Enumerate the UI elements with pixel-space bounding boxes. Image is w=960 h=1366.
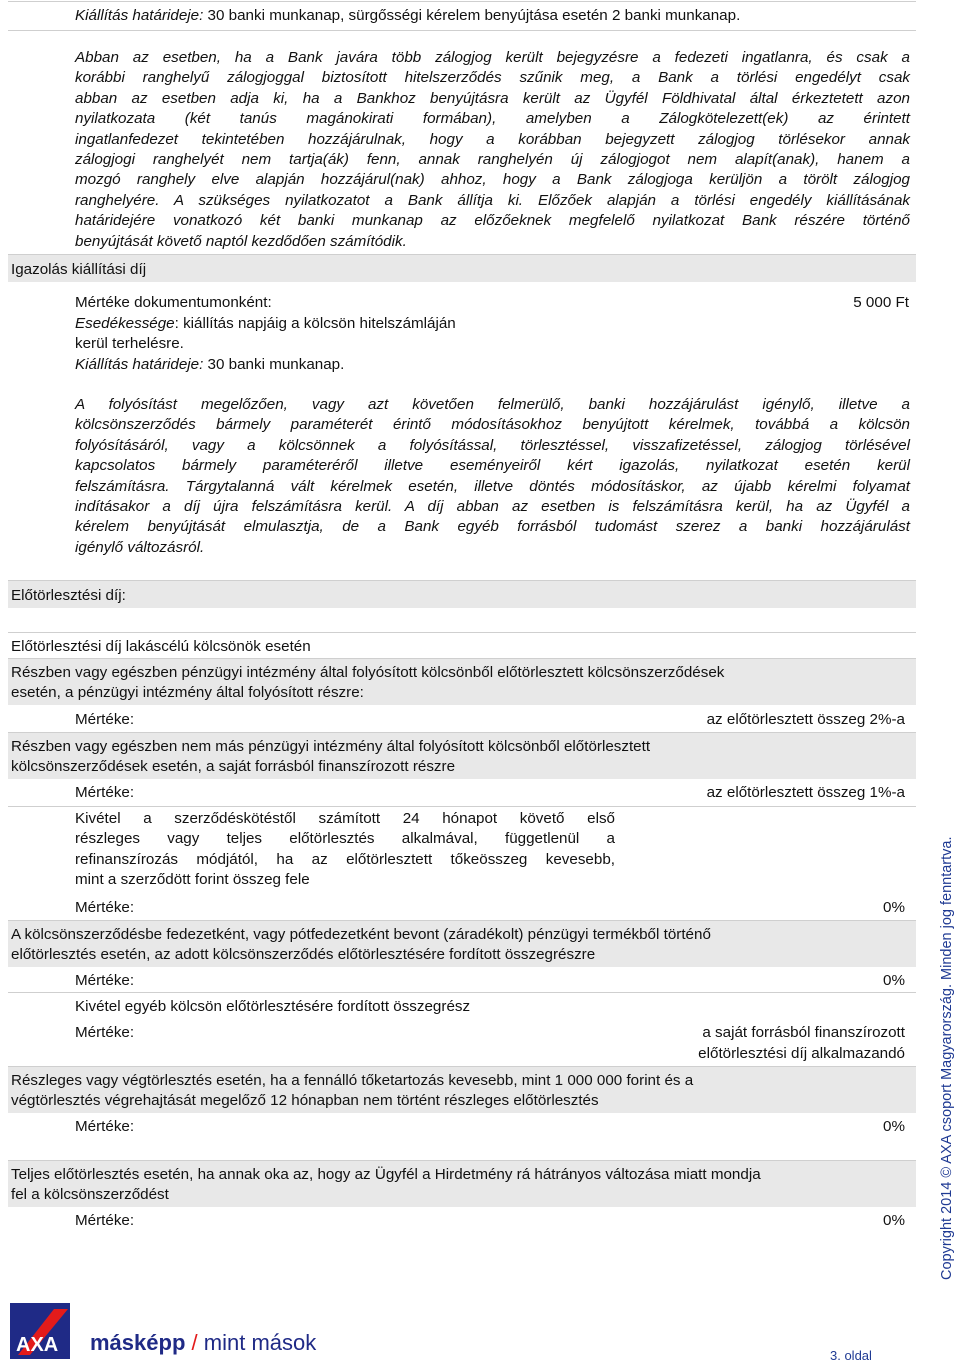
divider xyxy=(8,632,916,633)
text-line: refinanszírozás módjától, ha az előtörlesztett tőkeösszeg kevesebb, xyxy=(75,850,615,868)
rate-label: Mértéke: xyxy=(75,784,135,801)
sub-header: Előtörlesztési díj lakáscélú kölcsönök esetén xyxy=(11,638,311,655)
axa-logo xyxy=(10,1303,70,1359)
rate-label: Mértéke: xyxy=(75,1024,135,1041)
deadline-label: Kiállítás határideje: xyxy=(75,7,204,24)
deadline-text: 30 banki munkanap, sürgősségi kérelem benyújtása esetén 2 banki munkanap. xyxy=(203,7,741,24)
rate-value: előtörlesztési díj alkalmazandó xyxy=(698,1045,905,1062)
certificate-paragraph xyxy=(75,395,910,558)
text-line: ranghelyére. A szükséges nyilatkozatot a Bank állítja ki. Előzőek alapján a törlési engedély kiállításának xyxy=(75,191,910,209)
rate-value: 0% xyxy=(883,972,905,989)
due-line xyxy=(75,314,456,334)
slogan xyxy=(90,1330,316,1356)
text-line: folyósításáról, vagy a kölcsönnek a folyósítással, törlesztéssel, visszafizetéssel, zálogjog törlésével xyxy=(75,436,910,454)
text-line: ingatlanfedezet tekintetében hozzájárulnak, hogy a korábban bejegyzett zálogjog törlésekor annak xyxy=(75,130,910,148)
section-header-igazolas xyxy=(8,254,916,282)
text-line: mint a szerződött forint összeg fele xyxy=(75,871,310,889)
deadline-line xyxy=(75,355,344,375)
rate-value: 0% xyxy=(883,1212,905,1229)
text-line: mozgó ranghely elve alapján hozzájárul(nak) ahhoz, hogy a Bank zálogjoga kerüljön a törölt zálogjog xyxy=(75,171,910,189)
rate-value: 0% xyxy=(883,1118,905,1135)
text-line: felszámításra. Tárgytalanná vált kérelmek esetén, illetve döntés módosításkor, az újabb kérelmi folyamat xyxy=(75,477,910,495)
text-line: korábbi ranghelyű zálogjoggal biztosított hitelszerződés szűnik meg, a Bank a törlési engedélyt csak xyxy=(75,69,910,87)
rate-value: az előtörlesztett összeg 2%-a xyxy=(706,711,905,728)
text-line: részleges vagy teljes előtörlesztés alkalmával, függetlenül a xyxy=(75,830,615,848)
deadline-label: Kiállítás határideje: xyxy=(75,356,204,373)
axa-logo-mark xyxy=(10,1303,70,1359)
text-line: indításakor a díj újra felszámításra kerül. A díj abban az esetben is felszámításra kerül, ha az Ügyfél a xyxy=(75,498,910,516)
rate-value: a saját forrásból finanszírozott xyxy=(702,1024,905,1041)
text-line: abban az esetben adja ki, ha a Bankhoz benyújtásra került az Ügyfél Földhivatal által érkeztetett azon xyxy=(75,89,910,107)
fee-label: Mértéke dokumentumonként: xyxy=(75,294,272,311)
text-line: végtörlesztés végrehajtását megelőző 12 hónapban nem történt részleges előtörlesztés xyxy=(11,1092,599,1109)
exception-text: Kivétel egyéb kölcsön előtörlesztésére fordított összegrész xyxy=(75,998,471,1015)
text-line: előtörlesztés esetén, az adott kölcsönszerződés előtörlesztésére fordított összegrészre xyxy=(11,946,596,963)
text-line: kölcsönszerződések esetén, a saját forrásból finanszírozott részre xyxy=(11,758,456,775)
deadline-text: 30 banki munkanap. xyxy=(203,356,345,373)
text-line: zálogjogi ranghelyét nem tartja(ák) fenn, annak ranghelyén új zálogjogot nem alapít(anak), hanem a xyxy=(75,151,910,169)
text-line: esetén, a pénzügyi intézmény által folyósított részre: xyxy=(11,684,364,701)
text-line: kérelem benyújtását elmulasztja, de a Bank egyéb forrásból tudomást szerez a banki hozzájárulást xyxy=(75,518,910,536)
text-line: benyújtását követő naptól kezdődően számítódik. xyxy=(75,232,407,250)
copyright-text: Copyright 2014 © AXA csoport Magyarország. Minden jog fenntartva. xyxy=(939,836,955,1280)
divider xyxy=(8,1,916,2)
text-line: határidejére vonatkozó két banki munkanap az előzőeknek megfelelő nyilatkozat Bank részére történő xyxy=(75,212,910,230)
text-line: Teljes előtörlesztés esetén, ha annak oka az, hogy az Ügyfél a Hirdetmény rá hátrányos változása miatt mondja xyxy=(11,1166,761,1183)
deadline-line xyxy=(75,6,740,26)
row-header xyxy=(8,732,916,779)
text-line: kölcsönszerződés bármely paraméterét érintő módosításokhoz benyújtott kérelmek, továbbá a kölcsön xyxy=(75,416,910,434)
text-line: fel a kölcsönszerződést xyxy=(11,1186,169,1203)
rate-label: Mértéke: xyxy=(75,1118,135,1135)
divider xyxy=(8,806,916,807)
exception-block xyxy=(75,809,615,891)
text-line: Részben vagy egészben nem más pénzügyi intézmény által folyósított kölcsönből előtörlesztett xyxy=(11,738,651,755)
rate-label: Mértéke: xyxy=(75,711,135,728)
text-line: nyilatkozata (két tanús magánokirati formában), amelyben a Zálogkötelezett(ek) az érintett xyxy=(75,110,910,128)
row-header xyxy=(8,920,916,967)
due-text: : kiállítás napjáig a kölcsön hitelszámláján xyxy=(174,315,456,332)
text-line: kapcsolatos bármely paraméteréről illetve eseményeiről kért igazolás, nyilatkozat esetén kerül xyxy=(75,457,910,475)
row-header xyxy=(8,1160,916,1207)
rate-label: Mértéke: xyxy=(75,972,135,989)
text-line: Abban az esetben, ha a Bank javára több zálogjog került bejegyzésre a fedezeti ingatlanra, és csak a xyxy=(75,49,910,66)
lien-paragraph xyxy=(75,48,910,252)
rate-value: az előtörlesztett összeg 1%-a xyxy=(706,784,905,801)
text-line: Kivétel a szerződéskötéstől számított 24 hónapot követő első xyxy=(75,810,615,827)
divider xyxy=(8,30,916,31)
due-label: Esedékessége xyxy=(75,315,175,332)
slogan-part-a: másképp xyxy=(90,1330,186,1355)
page-number: 3. oldal xyxy=(830,1348,872,1363)
text-line: A folyósítást megelőzően, vagy azt követően felmerülő, banki hozzájárulást igénylő, illetve a xyxy=(75,396,910,413)
due-text-2: kerül terhelésre. xyxy=(75,335,184,352)
row-header xyxy=(8,658,916,705)
slogan-part-b: mint mások xyxy=(203,1330,317,1355)
section-title: Igazolás kiállítási díj xyxy=(11,261,147,278)
text-line: igénylő változásról. xyxy=(75,538,205,556)
text-line: A kölcsönszerződésbe fedezetként, vagy pótfedezetként bevont (záradékolt) pénzügyi termékből történő xyxy=(11,926,711,943)
rate-label: Mértéke: xyxy=(75,899,135,916)
divider xyxy=(8,992,916,993)
axa-logo-text: AXA xyxy=(16,1334,59,1356)
rate-label: Mértéke: xyxy=(75,1212,135,1229)
row-header xyxy=(8,1066,916,1113)
rate-value: 0% xyxy=(883,899,905,916)
text-line: Részleges vagy végtörlesztés esetén, ha a fennálló tőketartozás kevesebb, mint 1 000 000 forint és a xyxy=(11,1072,694,1089)
fee-amount: 5 000 Ft xyxy=(853,294,909,311)
section-header-elotorlesztes xyxy=(8,580,916,608)
section-title: Előtörlesztési díj: xyxy=(11,587,126,604)
text-line: Részben vagy egészben pénzügyi intézmény által folyósított kölcsönből előtörlesztett kölcsönszerződések xyxy=(11,664,725,681)
slogan-slash: / xyxy=(191,1330,198,1355)
